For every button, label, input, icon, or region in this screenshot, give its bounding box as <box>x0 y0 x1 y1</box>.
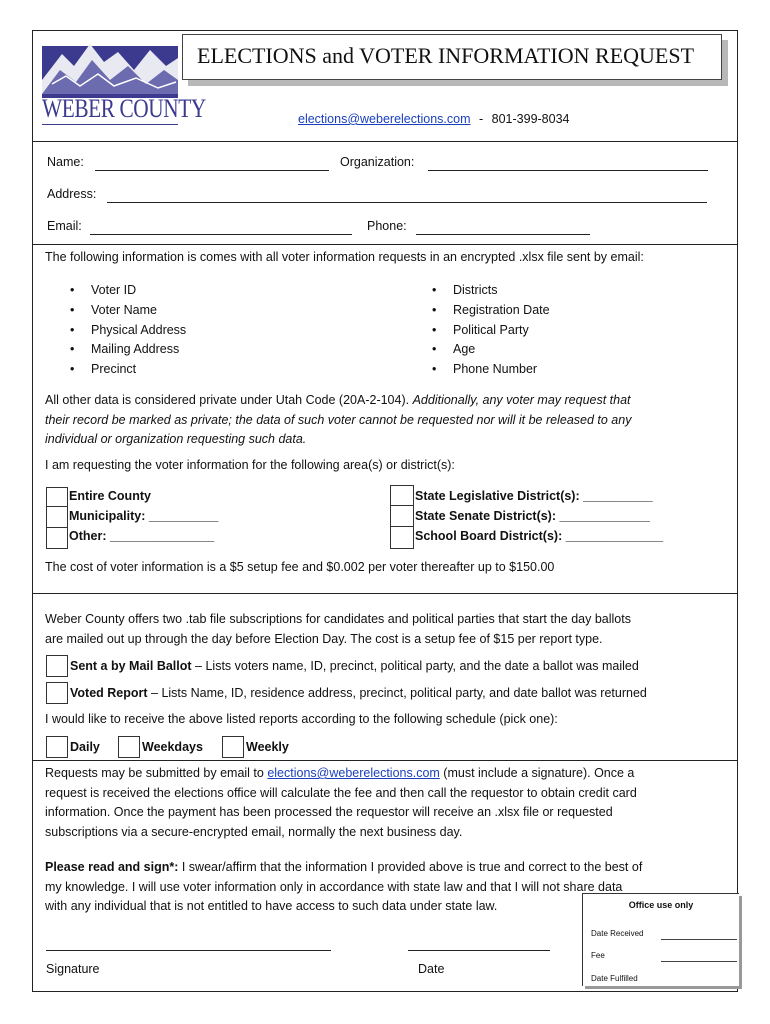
checkbox-other[interactable] <box>46 528 68 549</box>
checkbox-state-legislative[interactable] <box>390 485 414 506</box>
private-notice-text: All other data is considered private under Utah Code (20A-2-104). <box>45 393 410 407</box>
private-notice-italic-1: Additionally, any voter may request that <box>412 393 631 407</box>
checkbox-voted-report[interactable] <box>46 682 68 704</box>
phone-label: Phone: <box>367 219 407 233</box>
submission-email-link[interactable]: elections@weberelections.com <box>267 766 440 780</box>
area-prompt: I am requesting the voter information for the following area(s) or district(s): <box>45 458 455 472</box>
checkbox-entire-county[interactable] <box>46 487 68 507</box>
area-state-legislative: State Legislative District(s): __________ <box>415 489 653 503</box>
phone-number: 801-399-8034 <box>491 112 570 126</box>
list-item: • Phone Number <box>432 360 550 380</box>
email-label: Email: <box>47 219 82 233</box>
list-item: • Age <box>432 340 550 360</box>
county-logo <box>40 40 206 126</box>
address-label: Address: <box>47 187 97 201</box>
submission-instructions <box>45 764 735 842</box>
option-mail-ballot-desc: – Lists voters name, ID, precinct, political party, and the date a ballot was mailed <box>191 659 639 673</box>
logo-text: WEBER COUNTY <box>42 94 206 123</box>
office-use-title: Office use only <box>628 900 694 910</box>
data-fields-left <box>70 281 186 380</box>
office-date-fulfilled-label: Date Fulfilled <box>591 974 638 983</box>
organization-field[interactable] <box>428 170 708 171</box>
option-voted-report <box>70 686 647 700</box>
private-notice-italic-3: individual or organization requesting such data. <box>45 432 307 446</box>
checkbox-state-senate[interactable] <box>390 506 414 527</box>
date-label: Date <box>418 962 445 976</box>
list-item: • Registration Date <box>432 301 550 321</box>
subscription-intro <box>45 610 735 649</box>
checkbox-municipality[interactable] <box>46 507 68 528</box>
sign-line-3: with any individual that is not entitled to have access to such data under state law. <box>45 899 498 913</box>
checkbox-weekdays[interactable] <box>118 736 140 758</box>
title-box <box>182 34 722 80</box>
schedule-weekly: Weekly <box>246 740 289 754</box>
info-intro: The following information is comes with all voter information requests in an encrypted .xlsx file sent by email: <box>45 250 644 264</box>
signature-label: Signature <box>46 962 100 976</box>
list-item: • Districts <box>432 281 550 301</box>
list-item: • Political Party <box>432 321 550 341</box>
divider-header <box>32 141 738 142</box>
phone-field[interactable] <box>416 234 590 235</box>
divider-contact <box>32 244 738 245</box>
submission-text-a: Requests may be submitted by email to <box>45 766 268 780</box>
checkbox-daily[interactable] <box>46 736 68 758</box>
contact-line <box>298 112 570 126</box>
email-link[interactable]: elections@weberelections.com <box>298 112 471 126</box>
page-title: ELECTIONS and VOTER INFORMATION REQUEST <box>197 43 695 68</box>
sign-heading: Please read and sign*: <box>45 860 179 874</box>
office-fee-field[interactable] <box>661 961 737 962</box>
submission-line-3: information. Once the payment has been processed the requestor will receive an .xlsx file or requested <box>45 805 613 819</box>
option-voted-report-desc: – Lists Name, ID, residence address, precinct, political party, and date ballot was returned <box>147 686 647 700</box>
logo-underline <box>42 124 178 125</box>
cost-statement: The cost of voter information is a $5 setup fee and $0.002 per voter thereafter up to $150.00 <box>45 560 555 574</box>
address-field[interactable] <box>107 202 707 203</box>
list-item: • Mailing Address <box>70 340 186 360</box>
office-date-received-label: Date Received <box>591 929 644 938</box>
sign-line-1: I swear/affirm that the information I provided above is true and correct to the best of <box>178 860 643 874</box>
area-school-board: School Board District(s): ______________ <box>415 529 664 543</box>
private-data-notice <box>45 391 735 450</box>
schedule-daily: Daily <box>70 740 100 754</box>
area-municipality: Municipality: __________ <box>69 509 219 523</box>
list-item: • Physical Address <box>70 321 186 341</box>
list-item: • Voter ID <box>70 281 186 301</box>
name-field[interactable] <box>95 170 329 171</box>
submission-line-2: request is received the elections office will calculate the fee and then call the requestor to obtain credit card <box>45 785 637 800</box>
list-item: • Precinct <box>70 360 186 380</box>
area-entire-county: Entire County <box>69 489 151 503</box>
divider-info <box>32 593 738 594</box>
area-state-senate: State Senate District(s): _____________ <box>415 509 650 523</box>
option-mail-ballot-title: Sent a by Mail Ballot <box>70 659 192 673</box>
date-field[interactable] <box>408 950 550 951</box>
data-fields-right <box>432 281 550 380</box>
private-notice-italic-2: their record be marked as private; the data of such voter cannot be requested nor will it be released to any <box>45 412 632 427</box>
organization-label: Organization: <box>340 155 415 169</box>
checkbox-mail-ballot[interactable] <box>46 655 68 677</box>
schedule-weekdays: Weekdays <box>142 740 203 754</box>
option-voted-report-title: Voted Report <box>70 686 148 700</box>
divider-subscriptions <box>32 760 738 761</box>
office-date-received-field[interactable] <box>661 939 737 940</box>
subscription-intro-2: are mailed out up through the day before Election Day. The cost is a setup fee of $15 per report type. <box>45 631 603 646</box>
area-other: Other: _______________ <box>69 529 215 543</box>
email-field[interactable] <box>90 234 352 235</box>
submission-text-b: (must include a signature). Once a <box>439 766 635 780</box>
checkbox-weekly[interactable] <box>222 736 244 758</box>
office-use-box <box>582 893 739 986</box>
name-label: Name: <box>47 155 84 169</box>
subscription-intro-1: Weber County offers two .tab file subscriptions for candidates and political parties that start the day ballots <box>45 612 631 626</box>
schedule-prompt: I would like to receive the above listed reports according to the following schedule (pick one): <box>45 712 558 726</box>
contact-separator: - <box>478 112 484 126</box>
list-item: • Voter Name <box>70 301 186 321</box>
signature-field[interactable] <box>46 950 331 951</box>
office-fee-label: Fee <box>591 951 605 960</box>
sign-line-2: my knowledge. I will use voter information only in accordance with state law and that I will not share data <box>45 879 623 894</box>
submission-line-4: subscriptions via a secure-encrypted email, normally the next business day. <box>45 824 463 839</box>
checkbox-school-board[interactable] <box>390 527 414 549</box>
option-mail-ballot <box>70 659 639 673</box>
